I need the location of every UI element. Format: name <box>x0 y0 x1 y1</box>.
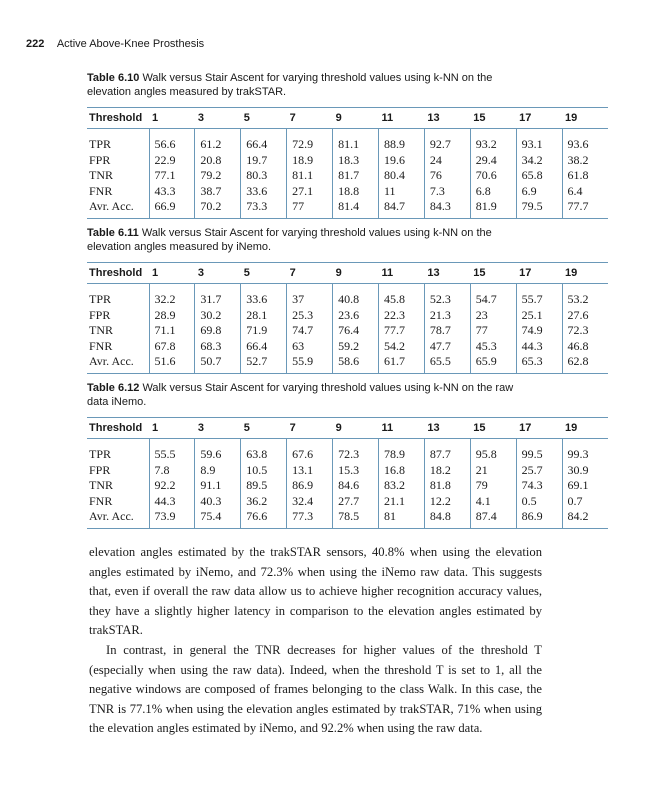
table-6-11 <box>87 226 608 374</box>
table-cell: 11 <box>378 184 424 200</box>
table-cell: 31.7 <box>195 284 241 308</box>
table-cell: 77 <box>287 199 333 218</box>
table-cell: 87.4 <box>470 509 516 528</box>
body-text <box>89 543 542 739</box>
table-cell: 65.5 <box>424 354 470 373</box>
table-cell: 27.7 <box>333 494 379 510</box>
column-header-15: 15 <box>470 418 516 439</box>
table-cell: 79.2 <box>195 168 241 184</box>
table-cell: 44.3 <box>149 494 195 510</box>
column-header-7: 7 <box>287 263 333 284</box>
row-label: TNR <box>89 168 113 182</box>
table-row <box>87 153 608 169</box>
table-row <box>87 463 608 479</box>
table-cell: 18.8 <box>333 184 379 200</box>
table-cell: 12.2 <box>424 494 470 510</box>
column-header-3: 3 <box>195 263 241 284</box>
table-cell: 22.3 <box>378 308 424 324</box>
table-cell: 83.2 <box>378 478 424 494</box>
table-body <box>87 439 608 529</box>
table-cell: 54.7 <box>470 284 516 308</box>
table-cell: 88.9 <box>378 129 424 153</box>
column-header-threshold: Threshold <box>87 263 149 284</box>
table-cell: 27.6 <box>562 308 608 324</box>
table-cell: 61.8 <box>562 168 608 184</box>
table-cell: 69.1 <box>562 478 608 494</box>
row-label: TNR <box>89 478 113 492</box>
table-row <box>87 168 608 184</box>
table-row <box>87 308 608 324</box>
table-cell: 52.7 <box>241 354 287 373</box>
table-cell: 65.3 <box>516 354 562 373</box>
column-header-11: 11 <box>378 263 424 284</box>
table-cell: 66.9 <box>149 199 195 218</box>
table-cell: 53.2 <box>562 284 608 308</box>
table-cell: 52.3 <box>424 284 470 308</box>
table-body <box>87 129 608 219</box>
table-cell: 0.5 <box>516 494 562 510</box>
table-cell: 45.8 <box>378 284 424 308</box>
table-cell: 15.3 <box>333 463 379 479</box>
table-6-12 <box>87 381 608 529</box>
table-row <box>87 184 608 200</box>
column-header-1: 1 <box>149 263 195 284</box>
table-cell: 32.2 <box>149 284 195 308</box>
table-cell: 55.9 <box>287 354 333 373</box>
table-cell: 8.9 <box>195 463 241 479</box>
table-cell: 80.3 <box>241 168 287 184</box>
row-label: TPR <box>89 447 112 461</box>
table-cell: 27.1 <box>287 184 333 200</box>
paragraph: elevation angles estimated by the trakSTAR sensors, 40.8% when using the elevation angles estimated by iNemo, and 72.3% when using the iNemo raw data. This suggests that, even if overall the raw data allow us to achieve higher recognition accuracy values, they have a slightly higher latency in comparison to the elevation angles estimated by trakSTAR. <box>89 545 542 638</box>
table-cell: 77.1 <box>149 168 195 184</box>
column-header-11: 11 <box>378 418 424 439</box>
table-cell: 40.3 <box>195 494 241 510</box>
table-body <box>87 284 608 374</box>
table-row <box>87 339 608 355</box>
table-cell: 71.9 <box>241 323 287 339</box>
table-cell: 25.1 <box>516 308 562 324</box>
column-header-13: 13 <box>424 263 470 284</box>
table-label: Table 6.11 <box>87 227 139 239</box>
table-cell: 61.7 <box>378 354 424 373</box>
table-cell: 66.4 <box>241 339 287 355</box>
data-table <box>87 417 608 529</box>
table-cell: 65.9 <box>470 354 516 373</box>
table-cell: 29.4 <box>470 153 516 169</box>
column-header-threshold: Threshold <box>87 418 149 439</box>
table-cell: 59.2 <box>333 339 379 355</box>
table-cell: 84.2 <box>562 509 608 528</box>
column-header-3: 3 <box>195 418 241 439</box>
table-header-row <box>87 108 608 129</box>
column-header-9: 9 <box>333 108 379 129</box>
table-cell: 38.2 <box>562 153 608 169</box>
row-label: FPR <box>89 462 111 477</box>
table-cell: 78.7 <box>424 323 470 339</box>
table-cell: 81.1 <box>333 129 379 153</box>
table-row <box>87 478 608 494</box>
table-label: Table 6.12 <box>87 382 140 394</box>
table-cell: 70.6 <box>470 168 516 184</box>
row-label: TPR <box>89 292 112 306</box>
table-cell: 72.3 <box>333 439 379 463</box>
table-cell: 59.6 <box>195 439 241 463</box>
page-number: 222 <box>26 38 45 50</box>
table-cell: 74.3 <box>516 478 562 494</box>
table-cell: 61.2 <box>195 129 241 153</box>
table-cell: 44.3 <box>516 339 562 355</box>
table-cell: 84.8 <box>424 509 470 528</box>
column-header-7: 7 <box>287 418 333 439</box>
table-cell: 38.7 <box>195 184 241 200</box>
table-cell: 22.9 <box>149 153 195 169</box>
table-cell: 23 <box>470 308 516 324</box>
table-cell: 77 <box>470 323 516 339</box>
row-label: FNR <box>89 183 113 198</box>
table-cell: 80.4 <box>378 168 424 184</box>
table-cell: 72.3 <box>562 323 608 339</box>
table-header-row <box>87 263 608 284</box>
table-cell: 79.5 <box>516 199 562 218</box>
table-cell: 81.8 <box>424 478 470 494</box>
row-label: FPR <box>89 307 111 322</box>
table-cell: 67.6 <box>287 439 333 463</box>
column-header-1: 1 <box>149 108 195 129</box>
table-cell: 92.2 <box>149 478 195 494</box>
column-header-threshold: Threshold <box>87 108 149 129</box>
table-cell: 77.7 <box>562 199 608 218</box>
table-cell: 77.7 <box>378 323 424 339</box>
table-cell: 54.2 <box>378 339 424 355</box>
table-cell: 40.8 <box>333 284 379 308</box>
row-label: FNR <box>89 493 113 508</box>
table-cell: 75.4 <box>195 509 241 528</box>
running-header <box>26 38 204 50</box>
table-cell: 21.1 <box>378 494 424 510</box>
table-cell: 81.7 <box>333 168 379 184</box>
table-cell: 72.9 <box>287 129 333 153</box>
table-cell: 63 <box>287 339 333 355</box>
row-label: TPR <box>89 137 112 151</box>
column-header-19: 19 <box>562 108 608 129</box>
row-label: TNR <box>89 323 113 337</box>
column-header-15: 15 <box>470 108 516 129</box>
table-cell: 30.2 <box>195 308 241 324</box>
column-header-1: 1 <box>149 418 195 439</box>
table-cell: 71.1 <box>149 323 195 339</box>
paragraph: In contrast, in general the TNR decreases for higher values of the threshold T (especially when using the raw data). Indeed, when the threshold T is set to 1, all the negative windows are composed of frames belonging to the class Walk. In this case, the TNR is 77.1% when using the elevation angles estimated by trakSTAR, 71% when using the elevation angles estimated by iNemo, and 92.2% when using the raw data. <box>89 642 542 736</box>
table-caption-text: Walk versus Stair Ascent for varying threshold values using k-NN on the raw data iNemo. <box>87 382 514 408</box>
table-cell: 86.9 <box>287 478 333 494</box>
column-header-11: 11 <box>378 108 424 129</box>
table-cell: 86.9 <box>516 509 562 528</box>
table-cell: 19.7 <box>241 153 287 169</box>
table-cell: 99.5 <box>516 439 562 463</box>
table-row <box>87 129 608 153</box>
table-cell: 33.6 <box>241 184 287 200</box>
table-cell: 21 <box>470 463 516 479</box>
table-cell: 19.6 <box>378 153 424 169</box>
column-header-13: 13 <box>424 418 470 439</box>
table-cell: 16.8 <box>378 463 424 479</box>
table-row <box>87 439 608 463</box>
row-label: FPR <box>89 152 111 167</box>
table-cell: 36.2 <box>241 494 287 510</box>
table-row <box>87 284 608 308</box>
table-cell: 55.7 <box>516 284 562 308</box>
table-cell: 13.1 <box>287 463 333 479</box>
table-cell: 32.4 <box>287 494 333 510</box>
data-table <box>87 107 608 219</box>
running-title: Active Above-Knee Prosthesis <box>56 38 205 50</box>
table-cell: 76.4 <box>333 323 379 339</box>
table-cell: 65.8 <box>516 168 562 184</box>
table-cell: 28.1 <box>241 308 287 324</box>
column-header-5: 5 <box>241 263 287 284</box>
column-header-13: 13 <box>424 108 470 129</box>
column-header-3: 3 <box>195 108 241 129</box>
table-cell: 58.6 <box>333 354 379 373</box>
table-caption <box>87 226 527 254</box>
table-cell: 68.3 <box>195 339 241 355</box>
table-cell: 79 <box>470 478 516 494</box>
table-cell: 37 <box>287 284 333 308</box>
column-header-17: 17 <box>516 263 562 284</box>
table-cell: 51.6 <box>149 354 195 373</box>
table-cell: 34.2 <box>516 153 562 169</box>
column-header-19: 19 <box>562 263 608 284</box>
table-row <box>87 199 608 218</box>
table-cell: 69.8 <box>195 323 241 339</box>
table-cell: 81.4 <box>333 199 379 218</box>
table-cell: 7.3 <box>424 184 470 200</box>
table-row <box>87 494 608 510</box>
table-cell: 91.1 <box>195 478 241 494</box>
column-header-15: 15 <box>470 263 516 284</box>
table-cell: 93.2 <box>470 129 516 153</box>
table-row <box>87 323 608 339</box>
table-cell: 33.6 <box>241 284 287 308</box>
table-caption-text: Walk versus Stair Ascent for varying threshold values using k-NN on the elevation angles measured by trakSTAR. <box>87 72 493 98</box>
table-cell: 74.9 <box>516 323 562 339</box>
table-cell: 70.2 <box>195 199 241 218</box>
column-header-5: 5 <box>241 418 287 439</box>
table-cell: 84.3 <box>424 199 470 218</box>
row-label: Avr. Acc. <box>87 354 149 373</box>
table-cell: 84.6 <box>333 478 379 494</box>
table-cell: 45.3 <box>470 339 516 355</box>
table-cell: 78.5 <box>333 509 379 528</box>
table-cell: 76.6 <box>241 509 287 528</box>
table-cell: 73.9 <box>149 509 195 528</box>
table-cell: 25.3 <box>287 308 333 324</box>
column-header-9: 9 <box>333 263 379 284</box>
table-cell: 18.9 <box>287 153 333 169</box>
table-cell: 81.1 <box>287 168 333 184</box>
table-row <box>87 509 608 528</box>
row-label: FNR <box>89 338 113 353</box>
table-cell: 66.4 <box>241 129 287 153</box>
table-cell: 21.3 <box>424 308 470 324</box>
column-header-19: 19 <box>562 418 608 439</box>
table-cell: 43.3 <box>149 184 195 200</box>
table-cell: 23.6 <box>333 308 379 324</box>
table-cell: 92.7 <box>424 129 470 153</box>
table-cell: 99.3 <box>562 439 608 463</box>
column-header-17: 17 <box>516 418 562 439</box>
table-cell: 7.8 <box>149 463 195 479</box>
table-cell: 89.5 <box>241 478 287 494</box>
table-cell: 63.8 <box>241 439 287 463</box>
table-cell: 28.9 <box>149 308 195 324</box>
table-cell: 76 <box>424 168 470 184</box>
table-cell: 67.8 <box>149 339 195 355</box>
table-cell: 25.7 <box>516 463 562 479</box>
table-cell: 6.8 <box>470 184 516 200</box>
table-cell: 95.8 <box>470 439 516 463</box>
table-cell: 55.5 <box>149 439 195 463</box>
table-cell: 93.6 <box>562 129 608 153</box>
row-label: Avr. Acc. <box>87 199 149 218</box>
table-cell: 6.4 <box>562 184 608 200</box>
table-cell: 77.3 <box>287 509 333 528</box>
table-cell: 84.7 <box>378 199 424 218</box>
column-header-7: 7 <box>287 108 333 129</box>
table-caption <box>87 381 527 409</box>
table-cell: 20.8 <box>195 153 241 169</box>
table-cell: 62.8 <box>562 354 608 373</box>
table-cell: 81 <box>378 509 424 528</box>
table-cell: 56.6 <box>149 129 195 153</box>
table-cell: 18.2 <box>424 463 470 479</box>
column-header-5: 5 <box>241 108 287 129</box>
table-label: Table 6.10 <box>87 72 140 84</box>
column-header-17: 17 <box>516 108 562 129</box>
table-6-10 <box>87 71 608 219</box>
table-cell: 81.9 <box>470 199 516 218</box>
data-table <box>87 262 608 374</box>
table-header-row <box>87 418 608 439</box>
table-cell: 6.9 <box>516 184 562 200</box>
table-cell: 30.9 <box>562 463 608 479</box>
table-cell: 87.7 <box>424 439 470 463</box>
table-cell: 46.8 <box>562 339 608 355</box>
table-cell: 0.7 <box>562 494 608 510</box>
table-cell: 24 <box>424 153 470 169</box>
column-header-9: 9 <box>333 418 379 439</box>
table-cell: 74.7 <box>287 323 333 339</box>
table-cell: 93.1 <box>516 129 562 153</box>
table-cell: 78.9 <box>378 439 424 463</box>
row-label: Avr. Acc. <box>87 509 149 528</box>
table-cell: 50.7 <box>195 354 241 373</box>
table-caption-text: Walk versus Stair Ascent for varying threshold values using k-NN on the elevation angles measured by iNemo. <box>87 227 492 253</box>
table-cell: 10.5 <box>241 463 287 479</box>
table-cell: 73.3 <box>241 199 287 218</box>
table-cell: 47.7 <box>424 339 470 355</box>
table-row <box>87 354 608 373</box>
table-cell: 18.3 <box>333 153 379 169</box>
table-cell: 4.1 <box>470 494 516 510</box>
table-caption <box>87 71 527 99</box>
